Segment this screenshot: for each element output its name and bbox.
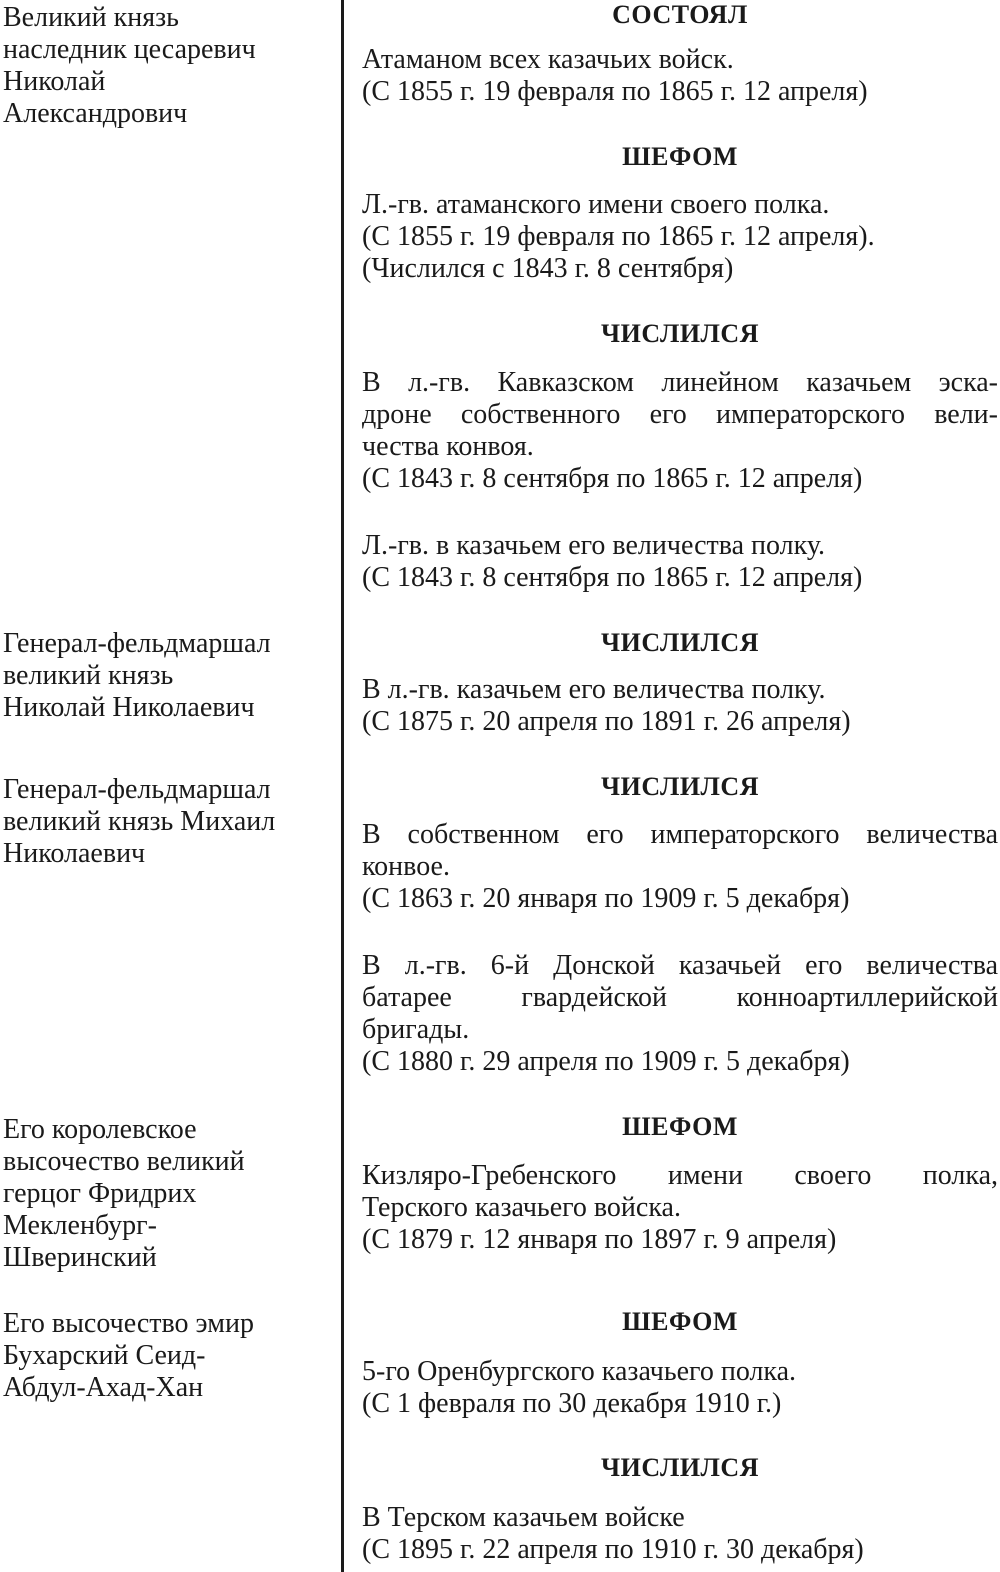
entry-line: В собственном его императорского величества — [362, 819, 998, 850]
entry — [362, 530, 998, 594]
person-line: Николаевич — [3, 838, 146, 869]
entry-line: дроне собственного его императорского вели- — [362, 399, 998, 430]
person-line: Абдул-Ахад-Хан — [3, 1372, 204, 1403]
person-mikhail-nikolaevich — [3, 774, 328, 870]
person-line: Генерал-фельдмаршал — [3, 774, 271, 805]
person-friedrich-mecklenburg — [3, 1114, 328, 1274]
entry — [362, 44, 998, 108]
entry-line: (С 1863 г. 20 января по 1909 г. 5 декабря) — [362, 883, 850, 914]
entry — [362, 1160, 998, 1256]
section-heading: ЧИСЛИЛСЯ — [601, 772, 759, 801]
entry-line: В л.-гв. казачьем его величества полку. — [362, 674, 826, 705]
entry — [362, 367, 998, 495]
entry-line: конвое. — [362, 851, 450, 882]
person-line: Шверинский — [3, 1242, 157, 1273]
entry-line: (Числился с 1843 г. 8 сентября) — [362, 253, 734, 284]
person-line: Бухарский Сеид- — [3, 1340, 206, 1371]
entry-line: (С 1879 г. 12 января по 1897 г. 9 апреля) — [362, 1224, 837, 1255]
person-line: Его королевское — [3, 1114, 197, 1145]
section-heading: ШЕФОМ — [622, 1307, 738, 1336]
entry-line: В Терском казачьем войске — [362, 1502, 685, 1533]
person-line: Его высочество эмир — [3, 1308, 255, 1339]
person-line: Великий князь — [3, 2, 179, 33]
entry-line: бригады. — [362, 1014, 470, 1045]
person-line: великий князь — [3, 660, 174, 691]
entry-line: Л.-гв. атаманского имени своего полка. — [362, 189, 830, 220]
entry-line: Кизляро-Гребенского имени своего полка, — [362, 1160, 998, 1191]
entry-line: (С 1843 г. 8 сентября по 1865 г. 12 апреля) — [362, 562, 863, 593]
section-heading: ШЕФОМ — [622, 142, 738, 171]
person-line: высочество великий — [3, 1146, 245, 1177]
entry — [362, 1356, 998, 1420]
entry — [362, 674, 998, 738]
person-line: герцог Фридрих — [3, 1178, 197, 1209]
person-line: наследник цесаревич — [3, 34, 256, 65]
entry-line: (С 1 февраля по 30 декабря 1910 г.) — [362, 1388, 782, 1419]
section-heading: ЧИСЛИЛСЯ — [601, 319, 759, 348]
entry-line: В л.-гв. 6-й Донской казачьей его величества — [362, 950, 998, 981]
entry — [362, 189, 998, 285]
person-line: Мекленбург- — [3, 1210, 157, 1241]
entry-line: Атаманом всех казачьих войск. — [362, 44, 734, 75]
entry — [362, 1502, 998, 1566]
person-line: Александрович — [3, 98, 188, 129]
section-heading: ЧИСЛИЛСЯ — [601, 628, 759, 657]
entry-line: чества конвоя. — [362, 431, 534, 462]
person-line: Генерал-фельдмаршал — [3, 628, 271, 659]
section-heading: СОСТОЯЛ — [612, 0, 748, 29]
entry-line: (С 1880 г. 29 апреля по 1909 г. 5 декабря) — [362, 1046, 850, 1077]
entry-line: (С 1855 г. 19 февраля по 1865 г. 12 апреля). — [362, 221, 875, 252]
entry-line: (С 1875 г. 20 апреля по 1891 г. 26 апреля) — [362, 706, 851, 737]
section-heading: ШЕФОМ — [622, 1112, 738, 1141]
column-divider — [341, 0, 344, 1572]
entry-line: В л.-гв. Кавказском линейном казачьем эска- — [362, 367, 998, 398]
entry-line: (С 1855 г. 19 февраля по 1865 г. 12 апреля) — [362, 76, 868, 107]
person-nikolai-nikolaevich — [3, 628, 328, 724]
person-tsesarevich-nikolai — [3, 2, 328, 130]
entry-line: (С 1895 г. 22 апреля по 1910 г. 30 декабря) — [362, 1534, 864, 1565]
entry-line: батарее гвардейской конноартиллерийской — [362, 982, 998, 1013]
person-emir-bukhara — [3, 1308, 328, 1404]
person-line: великий князь Михаил — [3, 806, 276, 837]
entry — [362, 819, 998, 915]
entry-line: (С 1843 г. 8 сентября по 1865 г. 12 апреля) — [362, 463, 863, 494]
section-heading: ЧИСЛИЛСЯ — [601, 1453, 759, 1482]
person-line: Николай — [3, 66, 106, 97]
entry-line: 5-го Оренбургского казачьего полка. — [362, 1356, 797, 1387]
entry — [362, 950, 998, 1078]
entry-line: Л.-гв. в казачьем его величества полку. — [362, 530, 826, 561]
entry-line: Терского казачьего войска. — [362, 1192, 681, 1223]
person-line: Николай Николаевич — [3, 692, 255, 723]
